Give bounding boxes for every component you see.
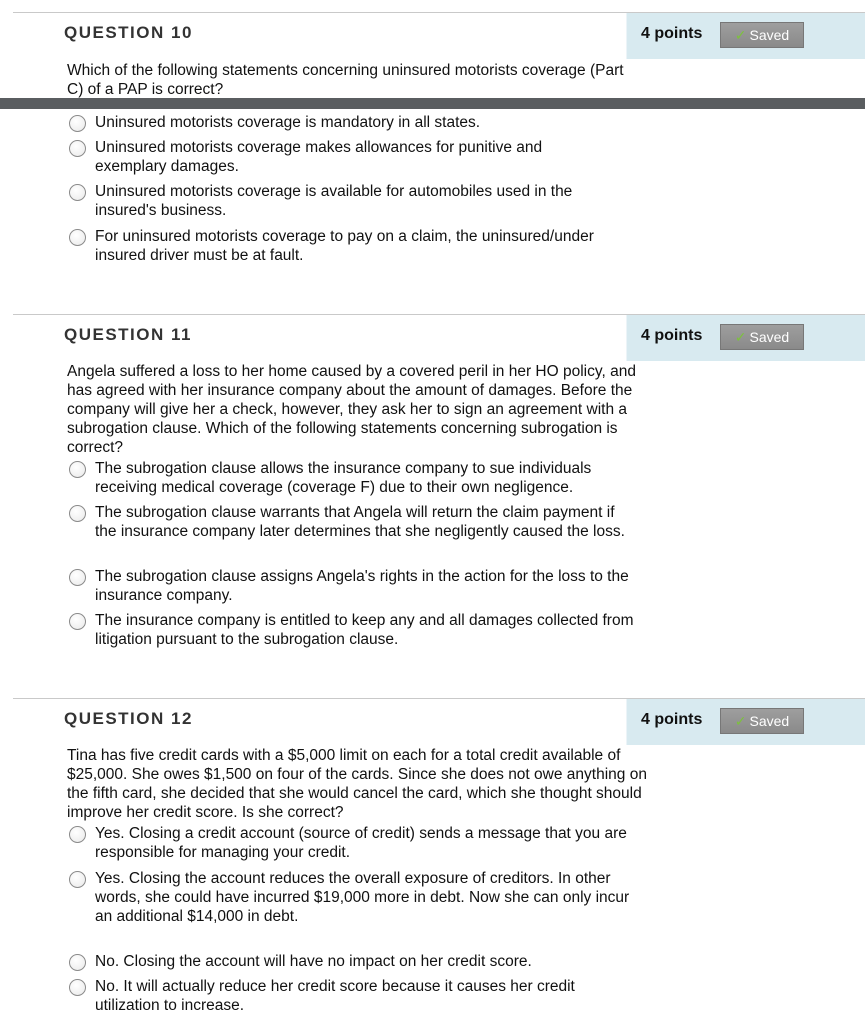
- question-12: [13, 698, 865, 745]
- question-title: QUESTION 11: [64, 325, 192, 344]
- option-text: No. It will actually reduce her credit score because it causes her credit utilization to increase.: [95, 978, 575, 1014]
- question-10: [13, 12, 865, 59]
- saved-label: Saved: [749, 713, 790, 729]
- answer-option[interactable]: [69, 227, 640, 265]
- question-text: Tina has five credit cards with a $5,000 limit on each for a total credit available of $25,000. She owes $1,500 on four of the cards. Since she does not owe anything on the fifth card, she decided that she would cancel the card, which she thought should improve her credit score. Is she correct?: [67, 747, 647, 821]
- answer-option[interactable]: [69, 567, 645, 605]
- question-header: [13, 698, 865, 745]
- option-text: The subrogation clause warrants that Angela will return the claim payment if the insurance company later determines that she negligently caused the loss.: [95, 504, 625, 540]
- question-header: [13, 12, 865, 59]
- answer-option[interactable]: [69, 182, 625, 220]
- radio-button[interactable]: [69, 871, 86, 888]
- radio-button[interactable]: [69, 505, 86, 522]
- radio-button[interactable]: [69, 115, 86, 132]
- radio-button[interactable]: [69, 184, 86, 201]
- saved-label: Saved: [749, 329, 790, 345]
- answer-option[interactable]: [69, 459, 635, 497]
- saved-label: Saved: [749, 27, 790, 43]
- radio-button[interactable]: [69, 569, 86, 586]
- question-11: [13, 314, 865, 361]
- option-text: The subrogation clause allows the insurance company to sue individuals receiving medical coverage (coverage F) due to their own negligence.: [95, 460, 592, 496]
- saved-status-button[interactable]: [720, 324, 804, 350]
- option-text: Uninsured motorists coverage is available for automobiles used in the insured's business.: [95, 183, 573, 219]
- checkmark-icon: ✓: [734, 27, 747, 43]
- radio-button[interactable]: [69, 979, 86, 996]
- answer-option[interactable]: [69, 611, 640, 649]
- question-text: Which of the following statements concerning uninsured motorists coverage (Part C) of a PAP is correct?: [67, 62, 624, 98]
- option-text: Uninsured motorists coverage is mandatory in all states.: [95, 114, 481, 131]
- answer-option[interactable]: [69, 952, 650, 971]
- checkmark-icon: ✓: [734, 713, 747, 729]
- answer-option[interactable]: [69, 113, 650, 132]
- option-text: The subrogation clause assigns Angela's rights in the action for the loss to the insurance company.: [95, 568, 629, 604]
- answer-option[interactable]: [69, 138, 595, 176]
- question-points: 4 points: [641, 25, 703, 42]
- radio-button[interactable]: [69, 140, 86, 157]
- saved-status-button[interactable]: [720, 22, 804, 48]
- radio-button[interactable]: [69, 613, 86, 630]
- question-points: 4 points: [641, 327, 703, 344]
- answer-option[interactable]: [69, 503, 640, 541]
- option-text: Yes. Closing a credit account (source of credit) sends a message that you are responsible for managing your credit.: [95, 825, 627, 861]
- answer-option[interactable]: [69, 869, 640, 926]
- option-text: Uninsured motorists coverage makes allowances for punitive and exemplary damages.: [95, 139, 543, 175]
- question-title: QUESTION 10: [64, 23, 193, 42]
- radio-button[interactable]: [69, 461, 86, 478]
- question-title: QUESTION 12: [64, 709, 193, 728]
- question-header: [13, 314, 865, 361]
- saved-status-button[interactable]: [720, 708, 804, 734]
- question-text: Angela suffered a loss to her home caused by a covered peril in her HO policy, and has agreed with her insurance company about the amount of damages. Before the company will give her a check, however, they ask her to sign an agreement with a subrogation clause. Which of the following statements concerning subrogation is correct?: [67, 363, 636, 456]
- divider-bar: [0, 98, 865, 109]
- radio-button[interactable]: [69, 229, 86, 246]
- option-text: The insurance company is entitled to keep any and all damages collected from litigation pursuant to the subrogation clause.: [95, 612, 634, 648]
- option-text: No. Closing the account will have no impact on her credit score.: [95, 953, 532, 970]
- radio-button[interactable]: [69, 954, 86, 971]
- radio-button[interactable]: [69, 826, 86, 843]
- question-points: 4 points: [641, 711, 703, 728]
- answer-option[interactable]: [69, 824, 640, 862]
- option-text: For uninsured motorists coverage to pay on a claim, the uninsured/under insured driver must be at fault.: [95, 228, 594, 264]
- answer-option[interactable]: [69, 977, 625, 1015]
- option-text: Yes. Closing the account reduces the overall exposure of creditors. In other words, she could have incurred $19,000 more in debt. Now she can only incur an additional $14,000 in debt.: [95, 870, 630, 925]
- checkmark-icon: ✓: [734, 329, 747, 345]
